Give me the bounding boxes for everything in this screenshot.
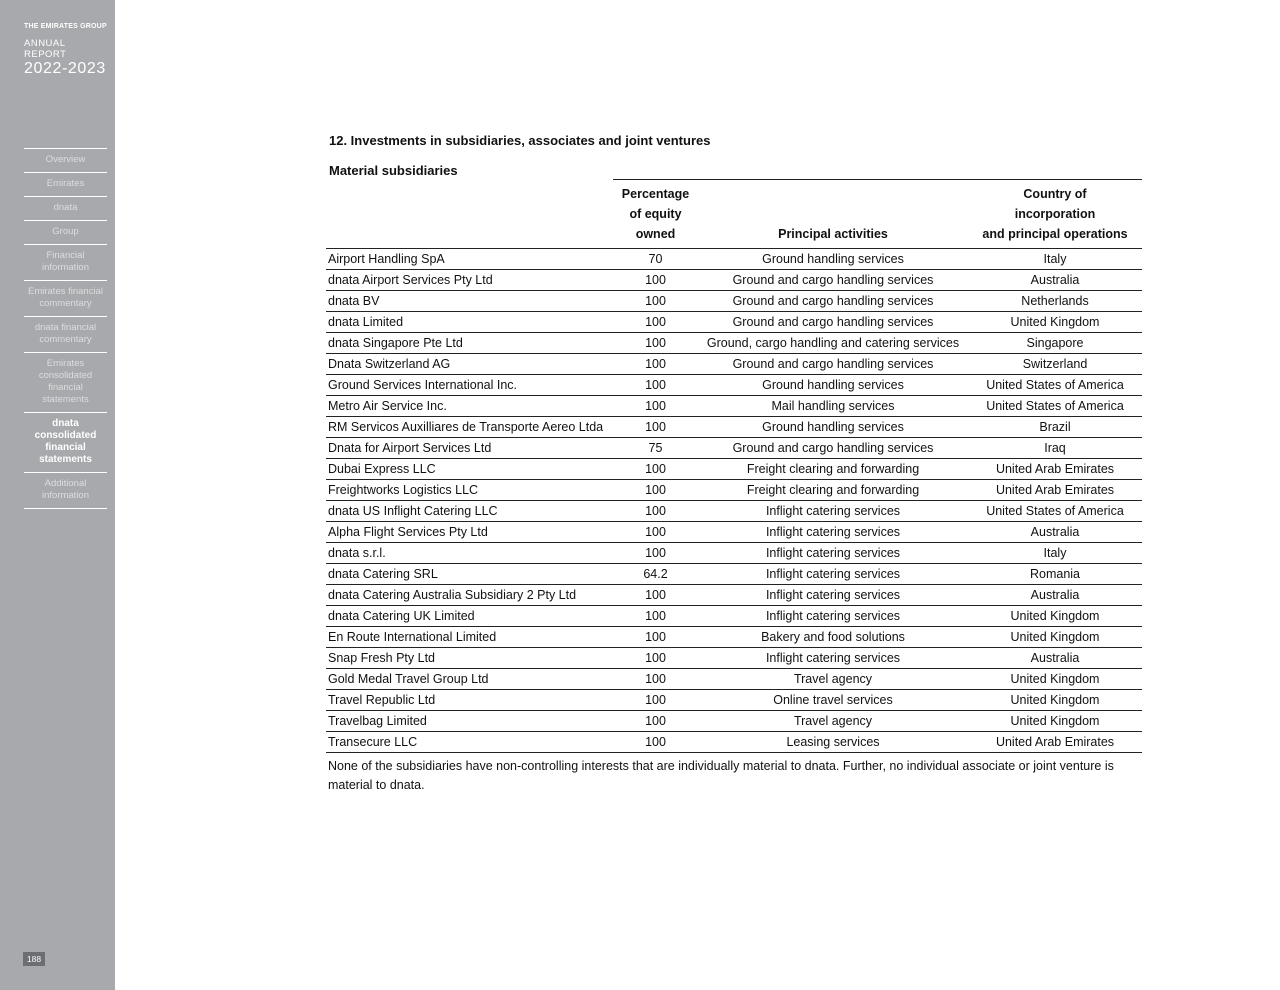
equity-percent-cell: 100 [613, 669, 698, 690]
entity-name-cell: Metro Air Service Inc. [326, 396, 613, 417]
header-activities-label: Principal activities [778, 227, 888, 241]
country-cell: United Kingdom [968, 606, 1142, 627]
entity-name-cell: dnata Catering Australia Subsidiary 2 Pty Ltd [326, 585, 613, 606]
principal-activity-cell: Ground and cargo handling services [698, 270, 968, 291]
country-cell: Romania [968, 564, 1142, 585]
nav-item[interactable]: Emirates financial commentary [24, 280, 107, 316]
country-cell: United States of America [968, 375, 1142, 396]
nav-item[interactable]: Emirates [24, 172, 107, 196]
table-row [326, 291, 1142, 312]
table-row [326, 480, 1142, 501]
principal-activity-cell: Freight clearing and forwarding [698, 480, 968, 501]
entity-name-cell: Alpha Flight Services Pty Ltd [326, 522, 613, 543]
entity-name-cell: Travel Republic Ltd [326, 690, 613, 711]
entity-name-cell: Gold Medal Travel Group Ltd [326, 669, 613, 690]
country-cell: Brazil [968, 417, 1142, 438]
nav-item[interactable]: Financial information [24, 244, 107, 280]
nav-item[interactable]: dnata financial commentary [24, 316, 107, 352]
table-row [326, 354, 1142, 375]
principal-activity-cell: Freight clearing and forwarding [698, 459, 968, 480]
entity-name-cell: dnata Airport Services Pty Ltd [326, 270, 613, 291]
country-cell: United Kingdom [968, 312, 1142, 333]
principal-activity-cell: Inflight catering services [698, 564, 968, 585]
country-cell: Singapore [968, 333, 1142, 354]
principal-activity-cell: Mail handling services [698, 396, 968, 417]
principal-activity-cell: Inflight catering services [698, 543, 968, 564]
nav-item[interactable]: Group [24, 220, 107, 244]
nav-item[interactable]: Emirates consolidated financial statements [24, 352, 107, 412]
principal-activity-cell: Travel agency [698, 669, 968, 690]
table-row [326, 417, 1142, 438]
nav-item[interactable]: dnata [24, 196, 107, 220]
table-row [326, 564, 1142, 585]
group-name: THE EMIRATES GROUP [24, 23, 107, 30]
header-equity-line: Percentage [621, 187, 690, 201]
page-number: 188 [23, 952, 45, 966]
entity-name-cell: En Route International Limited [326, 627, 613, 648]
country-cell: Switzerland [968, 354, 1142, 375]
entity-name-cell: RM Servicos Auxilliares de Transporte Aereo Ltda [326, 417, 613, 438]
principal-activity-cell: Inflight catering services [698, 522, 968, 543]
equity-percent-cell: 100 [613, 690, 698, 711]
table-row [326, 333, 1142, 354]
country-cell: United States of America [968, 396, 1142, 417]
table-row [326, 711, 1142, 732]
country-cell: United Kingdom [968, 711, 1142, 732]
table-row [326, 648, 1142, 669]
equity-percent-cell: 100 [613, 585, 698, 606]
country-cell: Italy [968, 249, 1142, 270]
entity-name-cell: dnata BV [326, 291, 613, 312]
table-row [326, 690, 1142, 711]
report-label: ANNUAL REPORT [24, 38, 67, 60]
principal-activity-cell: Travel agency [698, 711, 968, 732]
equity-percent-cell: 75 [613, 438, 698, 459]
country-cell: Iraq [968, 438, 1142, 459]
country-cell: Australia [968, 585, 1142, 606]
entity-name-cell: Dnata for Airport Services Ltd [326, 438, 613, 459]
entity-name-cell: dnata US Inflight Catering LLC [326, 501, 613, 522]
principal-activity-cell: Inflight catering services [698, 501, 968, 522]
nav-item[interactable]: Overview [24, 148, 107, 172]
section-title: 12. Investments in subsidiaries, associates and joint ventures [329, 133, 711, 148]
header-activities [698, 180, 968, 249]
entity-name-cell: dnata Limited [326, 312, 613, 333]
entity-name-cell: Snap Fresh Pty Ltd [326, 648, 613, 669]
table-row [326, 249, 1142, 270]
table-row [326, 732, 1142, 753]
sidebar [0, 0, 115, 990]
entity-name-cell: Dubai Express LLC [326, 459, 613, 480]
equity-percent-cell: 100 [613, 648, 698, 669]
country-cell: United Kingdom [968, 627, 1142, 648]
equity-percent-cell: 100 [613, 732, 698, 753]
equity-percent-cell: 100 [613, 606, 698, 627]
table-row [326, 627, 1142, 648]
equity-percent-cell: 100 [613, 543, 698, 564]
country-cell: United Arab Emirates [968, 459, 1142, 480]
header-country-line: Country of [1023, 187, 1087, 201]
principal-activity-cell: Inflight catering services [698, 606, 968, 627]
principal-activity-cell: Ground and cargo handling services [698, 438, 968, 459]
principal-activity-cell: Leasing services [698, 732, 968, 753]
equity-percent-cell: 100 [613, 354, 698, 375]
table-row [326, 585, 1142, 606]
country-cell: Netherlands [968, 291, 1142, 312]
table-row [326, 501, 1142, 522]
sidebar-nav [24, 148, 107, 509]
main-content [329, 133, 1141, 795]
entity-name-cell: Dnata Switzerland AG [326, 354, 613, 375]
header-country-line: and principal operations [982, 227, 1128, 241]
principal-activity-cell: Ground handling services [698, 249, 968, 270]
table-row [326, 543, 1142, 564]
footnote: None of the subsidiaries have non-controlling interests that are individually material to dnata. Further, no individual associate or joint venture is material to dnata. [328, 759, 1114, 792]
entity-name-cell: Transecure LLC [326, 732, 613, 753]
entity-name-cell: Travelbag Limited [326, 711, 613, 732]
header-equity-line: owned [635, 227, 676, 241]
nav-item[interactable]: Additional information [24, 472, 107, 509]
entity-name-cell: dnata Catering SRL [326, 564, 613, 585]
equity-percent-cell: 100 [613, 333, 698, 354]
table-row [326, 522, 1142, 543]
table-row [326, 438, 1142, 459]
country-cell: Australia [968, 648, 1142, 669]
header-entity [326, 180, 613, 249]
principal-activity-cell: Ground, cargo handling and catering services [698, 333, 968, 354]
entity-name-cell: Ground Services International Inc. [326, 375, 613, 396]
country-cell: United Kingdom [968, 669, 1142, 690]
entity-name-cell: dnata Singapore Pte Ltd [326, 333, 613, 354]
country-cell: United Arab Emirates [968, 480, 1142, 501]
country-cell: Australia [968, 522, 1142, 543]
equity-percent-cell: 100 [613, 480, 698, 501]
equity-percent-cell: 100 [613, 417, 698, 438]
table-row [326, 459, 1142, 480]
subsidiaries-table [326, 179, 1142, 753]
principal-activity-cell: Inflight catering services [698, 648, 968, 669]
header-country [968, 180, 1142, 249]
header-country-line: incorporation [1014, 207, 1096, 221]
country-cell: United Arab Emirates [968, 732, 1142, 753]
table-row [326, 270, 1142, 291]
principal-activity-cell: Online travel services [698, 690, 968, 711]
report-years: 2022-2023 [24, 60, 106, 77]
principal-activity-cell: Ground handling services [698, 375, 968, 396]
principal-activity-cell: Ground and cargo handling services [698, 291, 968, 312]
table-row [326, 375, 1142, 396]
report-brand [24, 22, 108, 78]
table-row [326, 606, 1142, 627]
equity-percent-cell: 100 [613, 711, 698, 732]
equity-percent-cell: 100 [613, 501, 698, 522]
equity-percent-cell: 70 [613, 249, 698, 270]
table-row [326, 669, 1142, 690]
principal-activity-cell: Ground and cargo handling services [698, 312, 968, 333]
entity-name-cell: dnata s.r.l. [326, 543, 613, 564]
country-cell: Australia [968, 270, 1142, 291]
equity-percent-cell: 100 [613, 291, 698, 312]
principal-activity-cell: Inflight catering services [698, 585, 968, 606]
equity-percent-cell: 100 [613, 375, 698, 396]
table-row [326, 312, 1142, 333]
equity-percent-cell: 100 [613, 459, 698, 480]
table-header-row [326, 180, 1142, 249]
country-cell: United States of America [968, 501, 1142, 522]
country-cell: Italy [968, 543, 1142, 564]
nav-item[interactable]: dnata consolidated financial statements [24, 412, 107, 472]
equity-percent-cell: 64.2 [613, 564, 698, 585]
equity-percent-cell: 100 [613, 270, 698, 291]
equity-percent-cell: 100 [613, 312, 698, 333]
principal-activity-cell: Bakery and food solutions [698, 627, 968, 648]
entity-name-cell: Airport Handling SpA [326, 249, 613, 270]
table-row [326, 396, 1142, 417]
header-equity [613, 180, 698, 249]
entity-name-cell: Freightworks Logistics LLC [326, 480, 613, 501]
principal-activity-cell: Ground handling services [698, 417, 968, 438]
principal-activity-cell: Ground and cargo handling services [698, 354, 968, 375]
entity-name-cell: dnata Catering UK Limited [326, 606, 613, 627]
table-title: Material subsidiaries [329, 163, 458, 178]
header-equity-line: of equity [629, 207, 682, 221]
equity-percent-cell: 100 [613, 627, 698, 648]
equity-percent-cell: 100 [613, 522, 698, 543]
country-cell: United Kingdom [968, 690, 1142, 711]
equity-percent-cell: 100 [613, 396, 698, 417]
